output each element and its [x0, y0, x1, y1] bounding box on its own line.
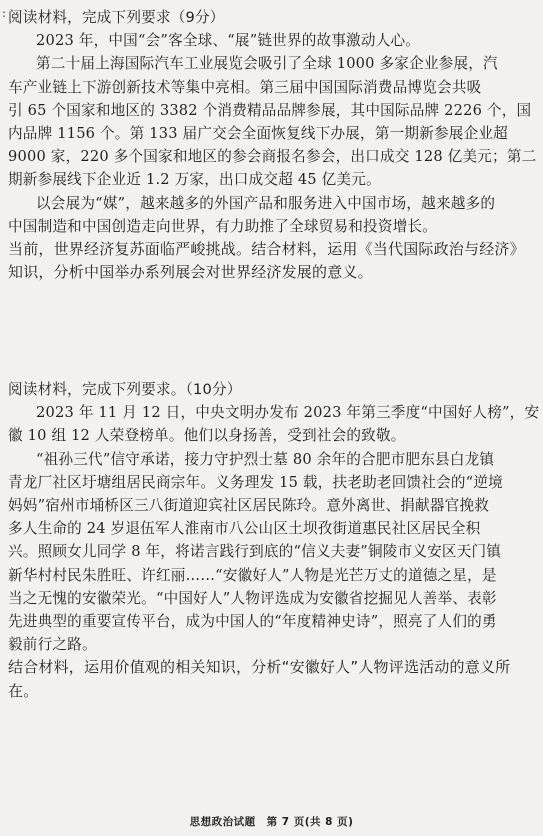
q2-line: 兴。照顾女儿同学 8 年，将诺言践行到底的“信义夫妻”铜陵市义安区天门镇 [8, 543, 502, 561]
question-1-title: 阅读材料，完成下列要求（9分） [8, 9, 225, 26]
q1-line: 中国制造和中国创造走向世界，有力助推了全球贸易和投资增长。 [8, 217, 438, 235]
q1-line: 车产业链上下游创新技术等集中亮相。第三届中国国际消费品博览会共吸 [8, 78, 482, 96]
q2-line: 当之无愧的安徽荣光。“中国好人”人物评选成为安徽省挖掘见人善举、表彰 [8, 589, 497, 607]
q2-line: 徽 10 组 12 人荣登榜单。他们以身扬善，受到社会的致敬。 [8, 427, 406, 445]
q2-line: “祖孙三代”信守承诺，接力守护烈士墓 80 余年的合肥市肥东县白龙镇 [36, 450, 495, 468]
q2-line: 多人生命的 24 岁退伍军人淮南市八公山区土坝孜街道惠民社区居民全积 [8, 520, 481, 538]
q2-task-line: 结合材料，运用价值观的相关知识，分析“安徽好人”人物评选活动的意义所 [8, 658, 511, 677]
q2-line: 2023 年 11 月 12 日，中央文明办发布 2023 年第三季度“中国好人榜”，安 [36, 404, 540, 422]
q2-line: 先进典型的重要宣传平台，成为中国人的“年度精神史诗”，照亮了人们的勇 [8, 613, 497, 631]
page-footer: 思想政治试题 第 7 页(共 8 页) [189, 816, 354, 828]
q1-line: 以会展为“媒”，越来越多的外国产品和服务进入中国市场，越来越多的 [36, 194, 496, 212]
q2-task-line: 在。 [8, 681, 39, 700]
q1-line: 第二十届上海国际汽车工业展览会吸引了全球 1000 多家企业参展，汽 [36, 55, 498, 73]
q1-line: 引 65 个国家和地区的 3382 个消费精品品牌参展，其中国际品牌 2226 个，国 [8, 101, 532, 119]
question-2 [8, 378, 540, 703]
question-1 [8, 6, 537, 284]
q1-line: 9000 家，220 多个国家和地区的参会商报名参会，出口成交 128 亿美元；第二 [8, 148, 537, 166]
q2-line: 新华村村民朱胜旺、许红丽……“安徽好人”人物是光芒万丈的道德之星，是 [8, 566, 497, 584]
margin-mark: : [2, 6, 7, 20]
q2-line: 青龙厂社区圩塘组居民商宗年。义务理发 15 载，扶老助老回馈社会的“逆境 [8, 473, 503, 491]
q2-line: 妈妈”宿州市埇桥区三八街道迎宾社区居民陈玲。意外离世、捐献器官挽救 [8, 497, 490, 515]
q2-line: 毅前行之路。 [8, 636, 97, 654]
question-2-title: 阅读材料，完成下列要求。（10分） [8, 381, 242, 398]
q1-line: 内品牌 1156 个。第 133 届广交会全面恢复线下办展，第一期新参展企业超 [8, 125, 508, 143]
q1-task-line: 当前，世界经济复苏面临严峻挑战。结合材料，运用《当代国际政治与经济》 [8, 240, 525, 259]
q1-line: 期新参展线下企业近 1.2 万家，出口成交超 45 亿美元。 [8, 171, 381, 189]
q1-line: 2023 年，中国“会”客全球、“展”链世界的故事激动人心。 [36, 32, 421, 50]
q1-task-line: 知识，分析中国举办系列展会对世界经济发展的意义。 [8, 263, 373, 282]
